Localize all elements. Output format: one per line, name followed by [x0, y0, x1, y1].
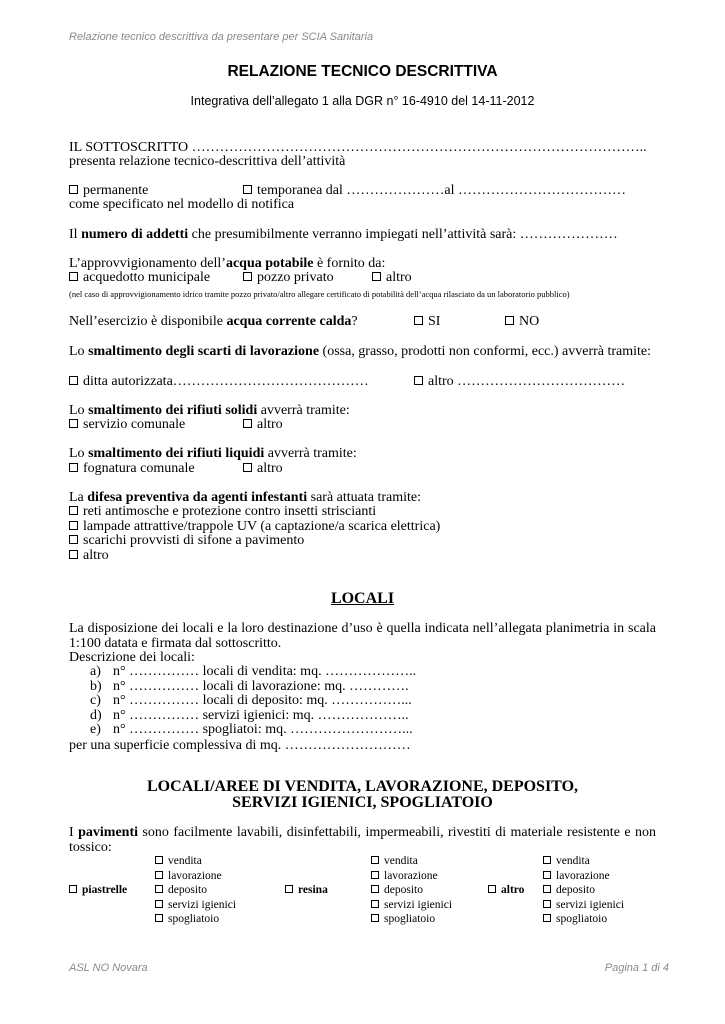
- option-altro-scarti[interactable]: altro ………………………………: [414, 374, 625, 389]
- checkbox[interactable]: [155, 900, 163, 908]
- section-heading-locali: LOCALI: [330, 590, 395, 607]
- document-subtitle: Integrativa dell’allegato 1 alla DGR n° 16-4910 del 14-11-2012: [190, 94, 535, 108]
- checkbox[interactable]: [243, 185, 252, 194]
- checkbox[interactable]: [69, 376, 78, 385]
- material-piastrelle[interactable]: piastrelle: [69, 883, 127, 898]
- option-reti[interactable]: reti antimosche e protezione contro insetti striscianti: [69, 504, 376, 519]
- area-list-piastrelle: [155, 854, 236, 927]
- checkbox[interactable]: [371, 856, 379, 864]
- option-temporanea[interactable]: temporanea dal …………………al ………………………………: [243, 183, 626, 198]
- checkbox[interactable]: [69, 885, 77, 893]
- checkbox[interactable]: [371, 900, 379, 908]
- checkbox[interactable]: [543, 900, 551, 908]
- checkbox[interactable]: [155, 871, 163, 879]
- area-list-resina: [371, 854, 452, 927]
- intro-signatory-line: IL SOTTOSCRITTO ……………………………………………………………………………………..: [69, 140, 647, 155]
- list-item: a) n° …………… locali di vendita: mq. ………………..: [90, 664, 417, 679]
- list-item: c) n° …………… locali di deposito: mq. ……………...: [90, 693, 412, 708]
- rifiuti-solidi-line: Lo smaltimento dei rifiuti solidi avverrà tramite:: [69, 403, 350, 418]
- checkbox[interactable]: [543, 885, 551, 893]
- section-heading-aree: LOCALI/AREE DI VENDITA, LAVORAZIONE, DEPOSITO, SERVIZI IGIENICI, SPOGLIATOIO: [146, 778, 579, 811]
- list-item: e) n° …………… spogliatoi: mq. ……………………...: [90, 722, 413, 737]
- checkbox[interactable]: [414, 376, 423, 385]
- area-option[interactable]: lavorazione: [155, 869, 236, 884]
- checkbox[interactable]: [243, 419, 252, 428]
- infestanti-line: La difesa preventiva da agenti infestanti sarà attuata tramite:: [69, 490, 422, 505]
- checkbox[interactable]: [243, 463, 252, 472]
- checkbox[interactable]: [543, 856, 551, 864]
- area-option[interactable]: spogliatoio: [543, 912, 624, 927]
- intro-statement: presenta relazione tecnico-descrittiva dell’attività: [69, 154, 346, 169]
- checkbox[interactable]: [155, 885, 163, 893]
- option-scarichi[interactable]: scarichi provvisti di sifone a pavimento: [69, 533, 304, 548]
- option-servizio-comunale[interactable]: servizio comunale: [69, 417, 185, 432]
- footer-page-number: Pagina 1 di 4: [604, 962, 669, 974]
- material-resina[interactable]: resina: [285, 883, 328, 898]
- checkbox[interactable]: [69, 550, 78, 559]
- area-option[interactable]: spogliatoio: [371, 912, 452, 927]
- area-option[interactable]: vendita: [543, 854, 624, 869]
- durata-note: come specificato nel modello di notifica: [69, 197, 295, 212]
- area-option[interactable]: lavorazione: [543, 869, 624, 884]
- option-pozzo[interactable]: pozzo privato: [243, 270, 334, 285]
- checkbox[interactable]: [285, 885, 293, 893]
- option-altro-infestanti[interactable]: altro: [69, 548, 109, 563]
- locali-description: La disposizione dei locali e la loro destinazione d’uso è quella indicata nell’allegata planimetria in scala 1:100 datata e firmata dal sottoscritto.: [69, 621, 656, 651]
- option-fognatura[interactable]: fognatura comunale: [69, 461, 195, 476]
- document-title: RELAZIONE TECNICO DESCRITTIVA: [227, 63, 498, 80]
- pavimenti-line: I pavimenti sono facilmente lavabili, disinfettabili, impermeabili, rivestiti di materiale resistente e non tossico:: [69, 825, 656, 855]
- checkbox[interactable]: [69, 535, 78, 544]
- locali-desc-label: Descrizione dei locali:: [69, 650, 195, 665]
- checkbox[interactable]: [69, 521, 78, 530]
- checkbox[interactable]: [505, 316, 514, 325]
- checkbox[interactable]: [372, 272, 381, 281]
- area-option[interactable]: deposito: [155, 883, 236, 898]
- option-permanente[interactable]: permanente: [69, 183, 148, 198]
- acqua-potabile-line: L’approvvigionamento dell’acqua potabile è fornito da:: [69, 256, 386, 271]
- acqua-note: (nel caso di approvvigionamento idrico tramite pozzo privato/altro allegare certificato di potabilità dell’acqua rilasciato da un laboratorio pubblico): [69, 289, 570, 299]
- rifiuti-liquidi-line: Lo smaltimento dei rifiuti liquidi avverrà tramite:: [69, 446, 357, 461]
- running-header: Relazione tecnico descrittiva da presentare per SCIA Sanitaria: [69, 31, 374, 43]
- scarti-line: Lo smaltimento degli scarti di lavorazione (ossa, grasso, prodotti non conformi, ecc.) avverrà tramite:: [69, 344, 652, 359]
- checkbox[interactable]: [414, 316, 423, 325]
- area-option[interactable]: deposito: [543, 883, 624, 898]
- option-ditta[interactable]: ditta autorizzata……………………………………: [69, 374, 369, 389]
- area-option[interactable]: spogliatoio: [155, 912, 236, 927]
- option-no[interactable]: NO: [505, 314, 539, 329]
- footer-left: ASL NO Novara: [69, 962, 148, 974]
- acqua-calda-question: Nell’esercizio è disponibile acqua corrente calda?: [69, 314, 358, 329]
- area-option[interactable]: deposito: [371, 883, 452, 898]
- checkbox[interactable]: [543, 914, 551, 922]
- option-altro-solidi[interactable]: altro: [243, 417, 283, 432]
- option-si[interactable]: SI: [414, 314, 440, 329]
- area-option[interactable]: lavorazione: [371, 869, 452, 884]
- checkbox[interactable]: [69, 185, 78, 194]
- checkbox[interactable]: [371, 871, 379, 879]
- checkbox[interactable]: [371, 914, 379, 922]
- area-option[interactable]: vendita: [155, 854, 236, 869]
- area-list-altro: [543, 854, 624, 927]
- checkbox[interactable]: [69, 419, 78, 428]
- area-option[interactable]: servizi igienici: [155, 898, 236, 913]
- checkbox[interactable]: [543, 871, 551, 879]
- checkbox[interactable]: [371, 885, 379, 893]
- list-item: b) n° …………… locali di lavorazione: mq. ………….: [90, 679, 409, 694]
- checkbox[interactable]: [155, 914, 163, 922]
- area-option[interactable]: servizi igienici: [371, 898, 452, 913]
- option-altro-acqua[interactable]: altro: [372, 270, 412, 285]
- option-lampade[interactable]: lampade attrattive/trappole UV (a captazione/a scarica elettrica): [69, 519, 440, 534]
- area-option[interactable]: vendita: [371, 854, 452, 869]
- checkbox[interactable]: [69, 463, 78, 472]
- addetti-line: Il numero di addetti che presumibilmente verranno impiegati nell’attività sarà: …………………: [69, 227, 618, 242]
- option-acquedotto[interactable]: acquedotto municipale: [69, 270, 210, 285]
- checkbox[interactable]: [69, 506, 78, 515]
- area-option[interactable]: servizi igienici: [543, 898, 624, 913]
- checkbox[interactable]: [155, 856, 163, 864]
- checkbox[interactable]: [69, 272, 78, 281]
- list-item: d) n° …………… servizi igienici: mq. ………………..: [90, 708, 409, 723]
- checkbox[interactable]: [488, 885, 496, 893]
- checkbox[interactable]: [243, 272, 252, 281]
- material-altro[interactable]: altro: [488, 883, 524, 898]
- locali-total: per una superficie complessiva di mq. ………………………: [69, 738, 411, 753]
- option-altro-liquidi[interactable]: altro: [243, 461, 283, 476]
